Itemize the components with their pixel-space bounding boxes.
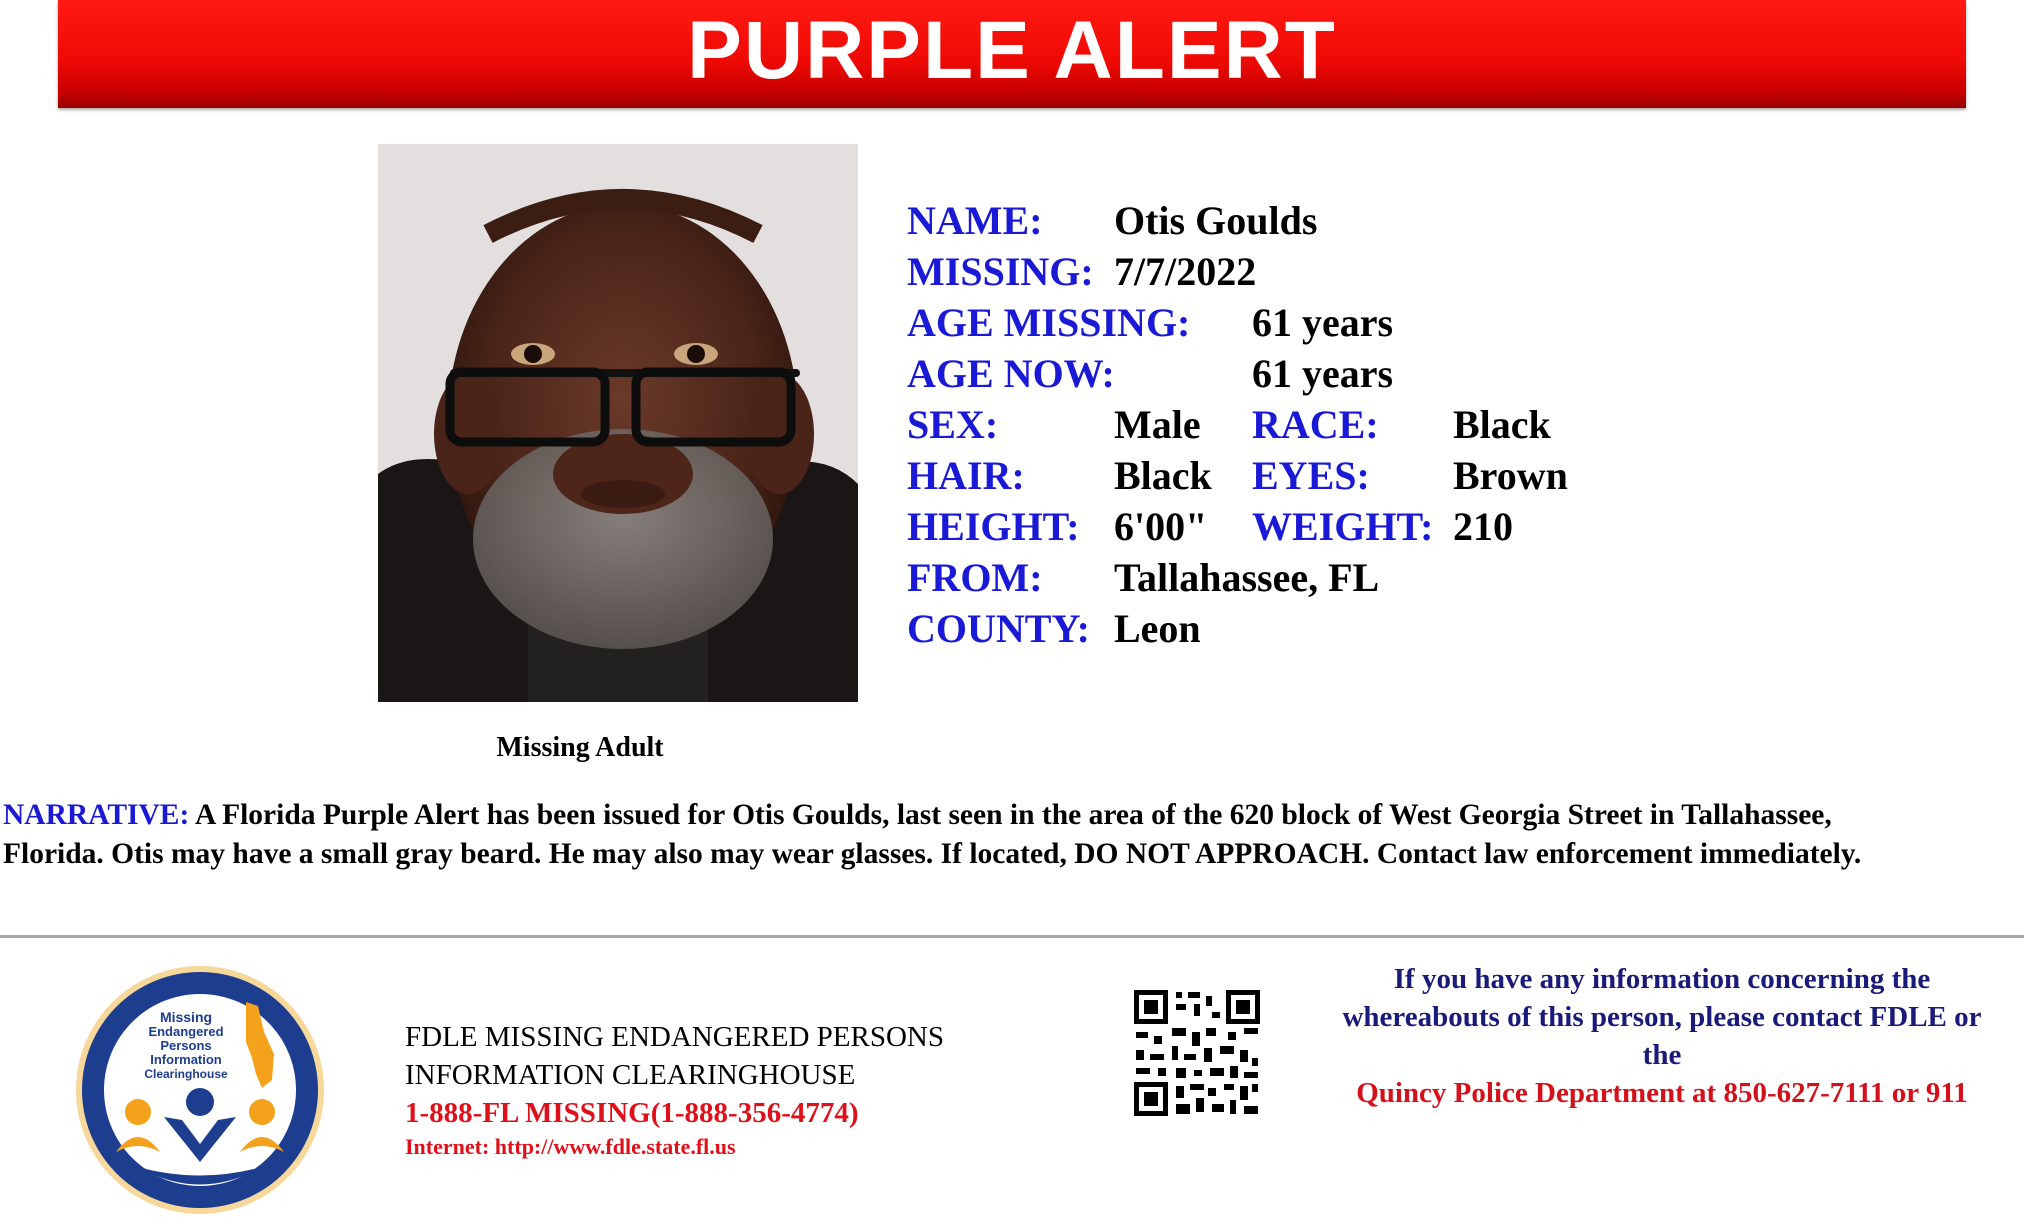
contact-line-2: whereabouts of this person, please contact FDLE or — [1342, 1001, 1982, 1033]
sex-value: Male — [1114, 402, 1201, 447]
from-value: Tallahassee, FL — [1114, 555, 1380, 600]
contact-line-4: Quincy Police Department at 850-627-7111 or 911 — [1356, 1077, 1968, 1109]
narrative — [3, 796, 2023, 874]
contact-line-3: the — [1642, 1039, 1682, 1071]
narrative-text-2: Florida. Otis may have a small gray beard. He may also may wear glasses. If located, DO NOT APPROACH. Contact law enforcement immediately. — [3, 838, 1862, 870]
eyes-value: Brown — [1453, 453, 1568, 498]
photo-caption: Missing Adult — [496, 732, 664, 763]
hair-label: HAIR: — [907, 453, 1025, 498]
race-value: Black — [1453, 402, 1551, 447]
svg-text:Endangered: Endangered — [148, 1024, 224, 1039]
qr-code — [1132, 988, 1262, 1118]
org-line-2: INFORMATION CLEARINGHOUSE — [405, 1059, 856, 1091]
missing-person-photo — [378, 144, 858, 702]
internet-link: Internet: http://www.fdle.state.fl.us — [405, 1134, 736, 1159]
svg-text:Information: Information — [150, 1052, 222, 1067]
fdle-contact-info — [405, 1018, 944, 1162]
race-label: RACE: — [1252, 402, 1379, 447]
svg-text:Clearinghouse: Clearinghouse — [144, 1067, 228, 1081]
footer-divider — [0, 935, 2024, 938]
clearinghouse-seal-logo — [68, 962, 332, 1218]
sex-label: SEX: — [907, 402, 999, 447]
hair-value: Black — [1114, 453, 1212, 498]
alert-banner — [58, 0, 1966, 108]
svg-text:Missing: Missing — [159, 1009, 213, 1025]
narrative-line-1 — [3, 796, 2023, 835]
contact-line-1: If you have any information concerning the — [1393, 963, 1931, 995]
contact-instructions — [1300, 960, 2024, 1112]
alert-title: PURPLE ALERT — [687, 5, 1337, 96]
age-missing-label: AGE MISSING: — [907, 300, 1191, 345]
svg-text:Persons: Persons — [160, 1038, 212, 1053]
name-value: Otis Goulds — [1114, 198, 1318, 243]
narrative-label: NARRATIVE: — [3, 799, 190, 831]
eyes-label: EYES: — [1252, 453, 1370, 498]
county-value: Leon — [1114, 606, 1201, 651]
county-label: COUNTY: — [907, 606, 1090, 651]
age-now-value: 61 years — [1252, 351, 1394, 396]
hotline-phone: 1-888-FL MISSING(1-888-356-4774) — [405, 1097, 859, 1129]
height-value: 6'00" — [1114, 504, 1208, 549]
age-now-label: AGE NOW: — [907, 351, 1115, 396]
height-label: HEIGHT: — [907, 504, 1080, 549]
from-label: FROM: — [907, 555, 1043, 600]
weight-value: 210 — [1453, 504, 1513, 549]
age-missing-value: 61 years — [1252, 300, 1394, 345]
missing-label: MISSING: — [907, 249, 1094, 294]
weight-label: WEIGHT: — [1252, 504, 1434, 549]
org-line-1: FDLE MISSING ENDANGERED PERSONS — [405, 1021, 944, 1053]
narrative-text-1: A Florida Purple Alert has been issued for Otis Goulds, last seen in the area of the 620 block of West Georgia Street in Tallahassee, — [189, 799, 1832, 831]
missing-value: 7/7/2022 — [1114, 249, 1257, 294]
name-label: NAME: — [907, 198, 1043, 243]
